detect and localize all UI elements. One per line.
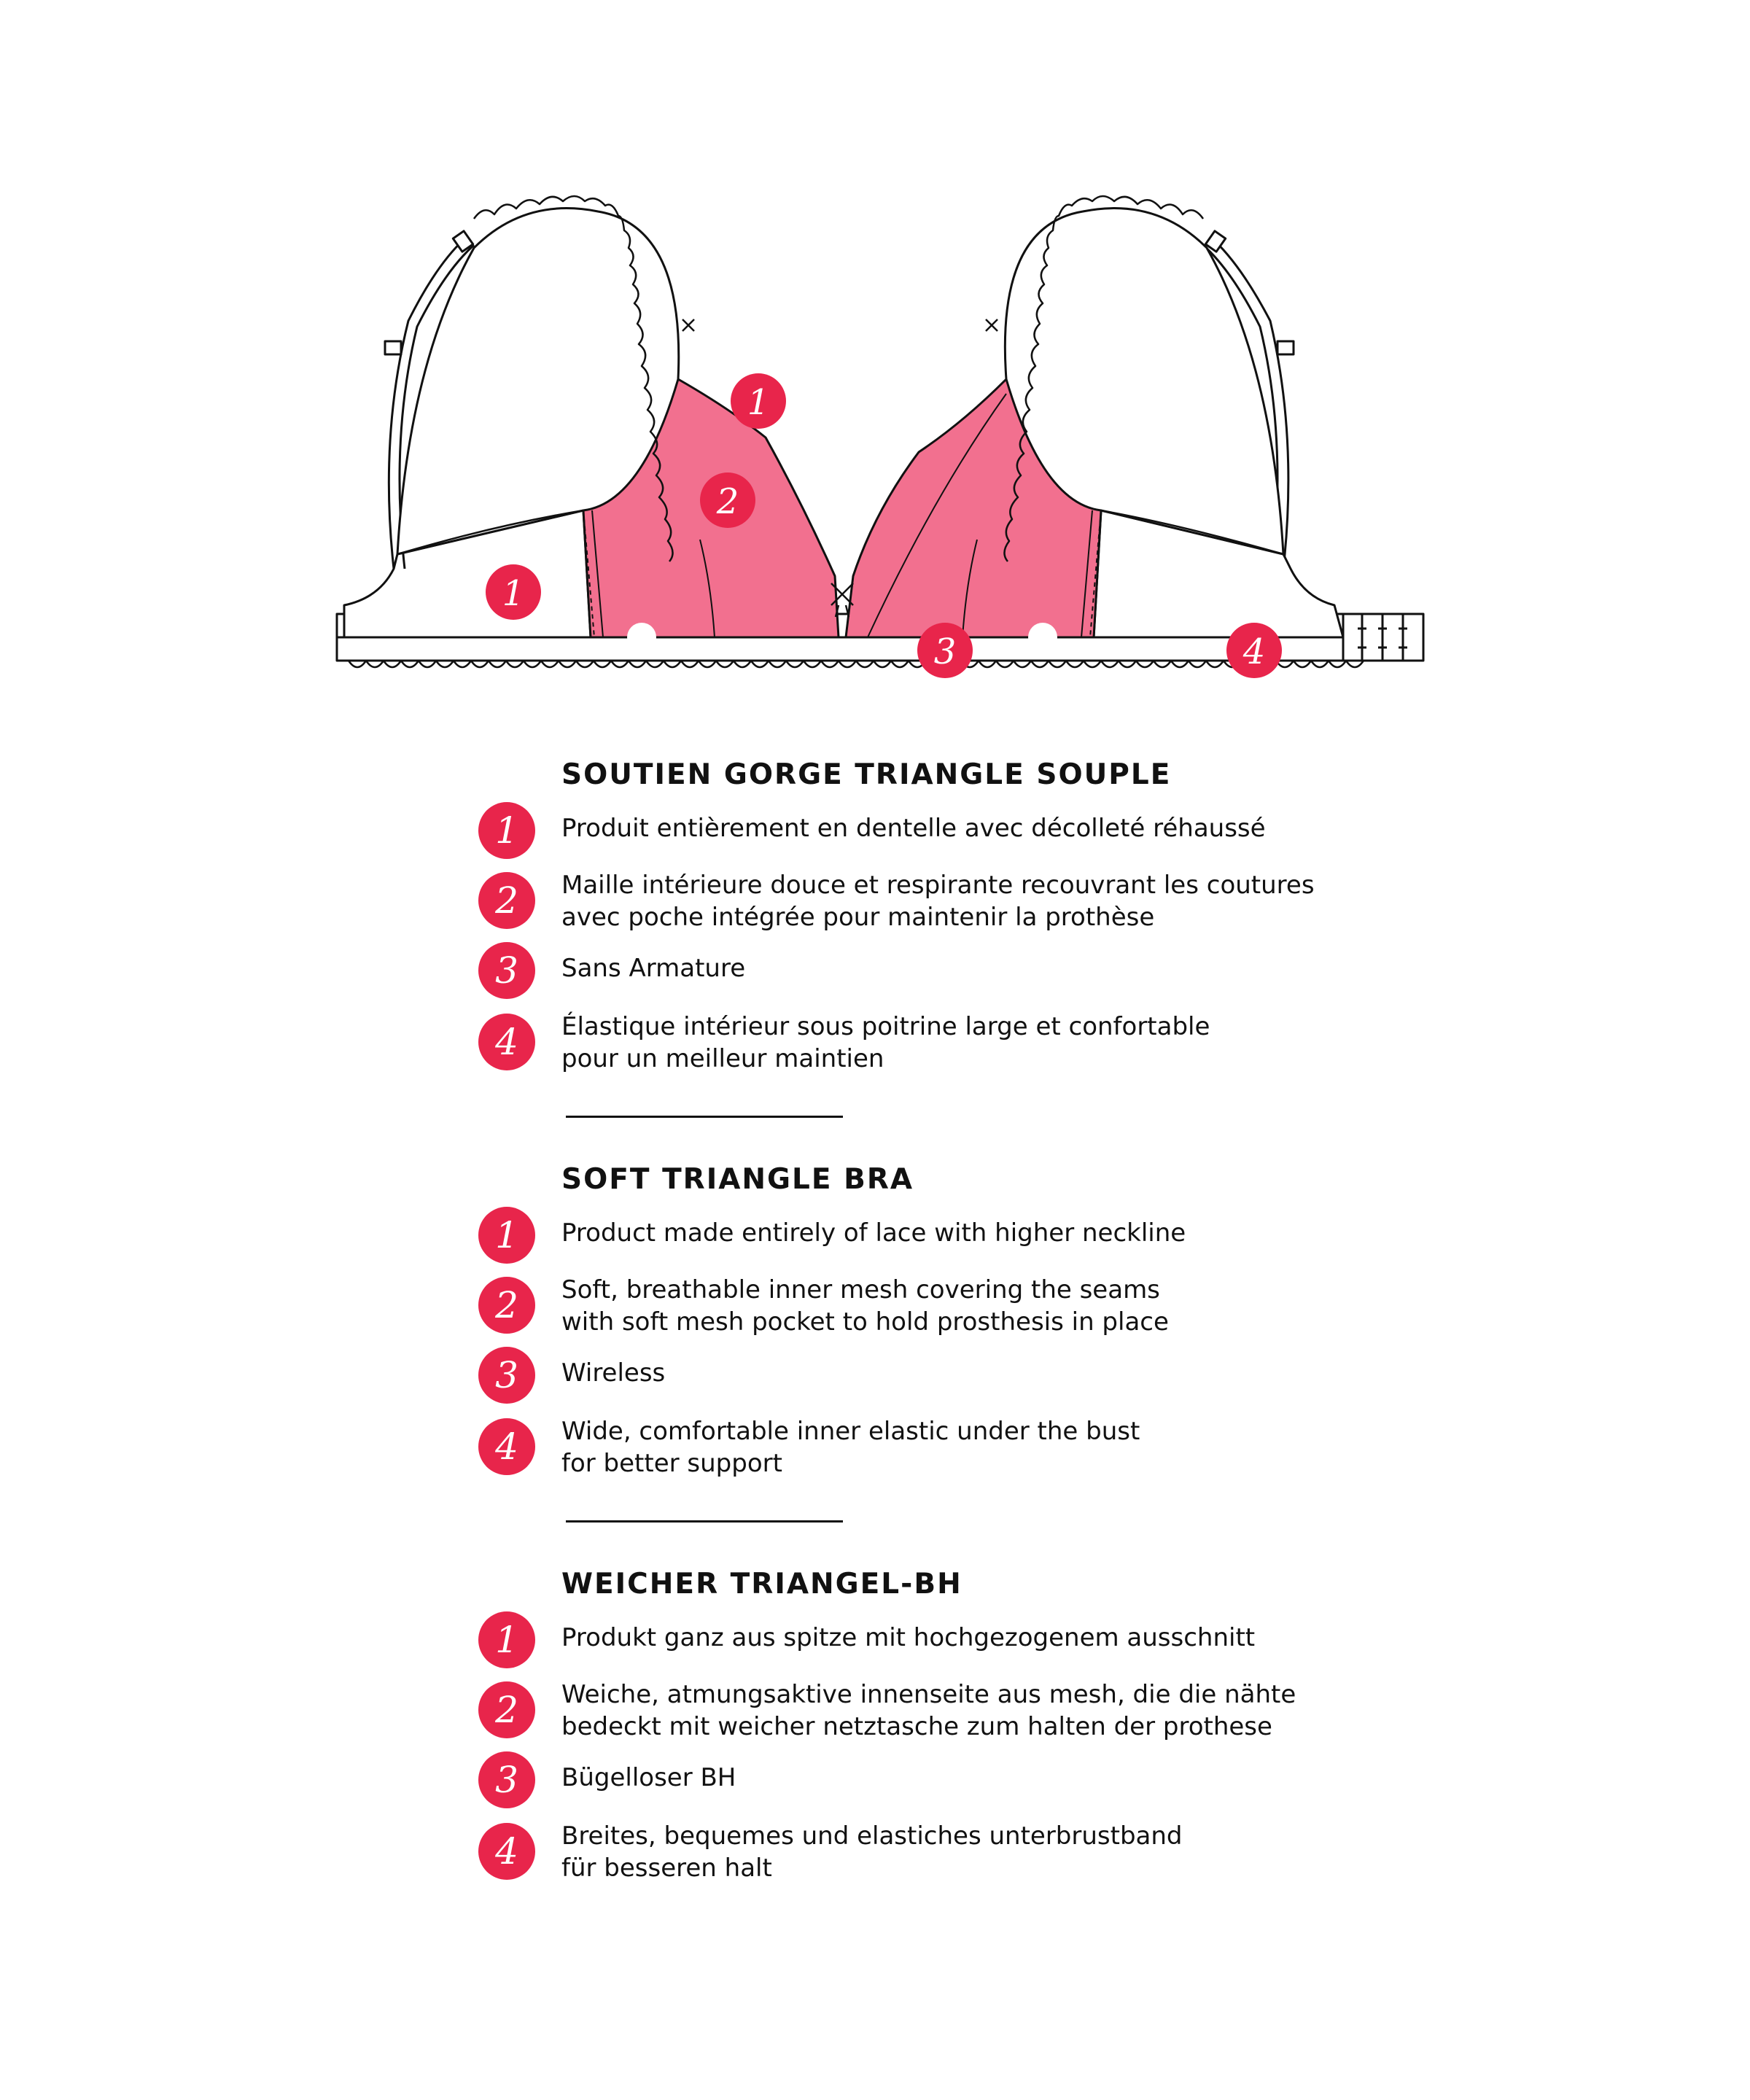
section-title: WEICHER TRIANGEL-BH: [561, 1568, 962, 1601]
feature-item: [478, 1207, 1426, 1272]
feature-text: [561, 1762, 1422, 1794]
feature-item: [478, 1347, 1426, 1412]
marker-wireless: [917, 623, 973, 678]
feature-text: [561, 1011, 1422, 1075]
svg-text:1: 1: [502, 573, 525, 614]
marker-inner-elastic: [1226, 623, 1282, 678]
feature-text: [561, 1622, 1422, 1654]
feature-item: [478, 1681, 1426, 1747]
bra-diagram: [0, 0, 1750, 729]
section-divider: [566, 1520, 843, 1522]
marker-inner-mesh: [700, 472, 755, 528]
feature-line: Élastique intérieur sous poitrine large et confortable: [561, 1012, 1210, 1041]
svg-text:4: 4: [1242, 631, 1266, 672]
section-german: [478, 1568, 1426, 1889]
feature-legend: [0, 729, 1750, 2100]
svg-text:2: 2: [716, 481, 739, 522]
feature-line: Wide, comfortable inner elastic under the bust: [561, 1417, 1140, 1446]
feature-text: [561, 812, 1422, 844]
section-title: SOFT TRIANGLE BRA: [561, 1163, 914, 1196]
section-title: SOUTIEN GORGE TRIANGLE SOUPLE: [561, 758, 1172, 791]
feature-line: Bügelloser BH: [561, 1763, 736, 1792]
svg-text:1: 1: [747, 382, 770, 423]
feature-text: [561, 1274, 1422, 1338]
section-french: [478, 758, 1426, 1079]
svg-text:3: 3: [933, 631, 957, 672]
number-badge: 4: [478, 1014, 535, 1070]
feature-text: [561, 869, 1422, 933]
feature-line: Breites, bequemes und elastiches unterbrustband: [561, 1821, 1183, 1851]
feature-text: [561, 1357, 1422, 1389]
number-badge: 1: [478, 802, 535, 859]
feature-line: avec poche intégrée pour maintenir la prothèse: [561, 903, 1155, 932]
feature-item: [478, 1751, 1426, 1817]
feature-line: with soft mesh pocket to hold prosthesis in place: [561, 1307, 1169, 1337]
feature-line: für besseren halt: [561, 1854, 772, 1883]
feature-item: [478, 1277, 1426, 1342]
feature-item: [478, 1611, 1426, 1677]
number-badge: 3: [478, 1347, 535, 1404]
feature-line: Produkt ganz aus spitze mit hochgezogenem ausschnitt: [561, 1623, 1256, 1652]
feature-line: Soft, breathable inner mesh covering the seams: [561, 1275, 1160, 1304]
feature-line: Produit entièrement en dentelle avec décolleté réhaussé: [561, 814, 1266, 843]
feature-item: [478, 1014, 1426, 1079]
feature-line: Wireless: [561, 1358, 666, 1388]
section-divider: [566, 1116, 843, 1118]
mesh-dot: [1028, 623, 1057, 652]
feature-text: [561, 1217, 1422, 1249]
feature-item: [478, 872, 1426, 938]
number-badge: 2: [478, 1277, 535, 1334]
mesh-dot: [627, 623, 656, 652]
feature-line: pour un meilleur maintien: [561, 1044, 884, 1073]
feature-line: Maille intérieure douce et respirante recouvrant les coutures: [561, 871, 1315, 900]
number-badge: 2: [478, 1681, 535, 1738]
number-badge: 4: [478, 1823, 535, 1880]
number-badge: 1: [478, 1207, 535, 1264]
marker-lace-band: [486, 564, 541, 620]
number-badge: 3: [478, 1751, 535, 1808]
feature-item: [478, 942, 1426, 1008]
number-badge: 4: [478, 1418, 535, 1475]
feature-line: Sans Armature: [561, 954, 746, 983]
hook-closure: [1343, 614, 1423, 661]
feature-line: Product made entirely of lace with higher neckline: [561, 1218, 1186, 1248]
feature-line: for better support: [561, 1449, 782, 1478]
number-badge: 1: [478, 1611, 535, 1668]
feature-item: [478, 802, 1426, 868]
feature-line: Weiche, atmungsaktive innenseite aus mesh, die die nähte: [561, 1680, 1296, 1709]
feature-line: bedeckt mit weicher netztasche zum halten der prothese: [561, 1712, 1272, 1741]
feature-text: [561, 952, 1422, 984]
section-english: [478, 1163, 1426, 1484]
feature-text: [561, 1415, 1422, 1479]
feature-text: [561, 1820, 1422, 1884]
number-badge: 3: [478, 942, 535, 999]
feature-text: [561, 1679, 1422, 1743]
feature-item: [478, 1823, 1426, 1889]
marker-lace-neckline: [731, 373, 786, 429]
number-badge: 2: [478, 872, 535, 929]
feature-item: [478, 1418, 1426, 1484]
